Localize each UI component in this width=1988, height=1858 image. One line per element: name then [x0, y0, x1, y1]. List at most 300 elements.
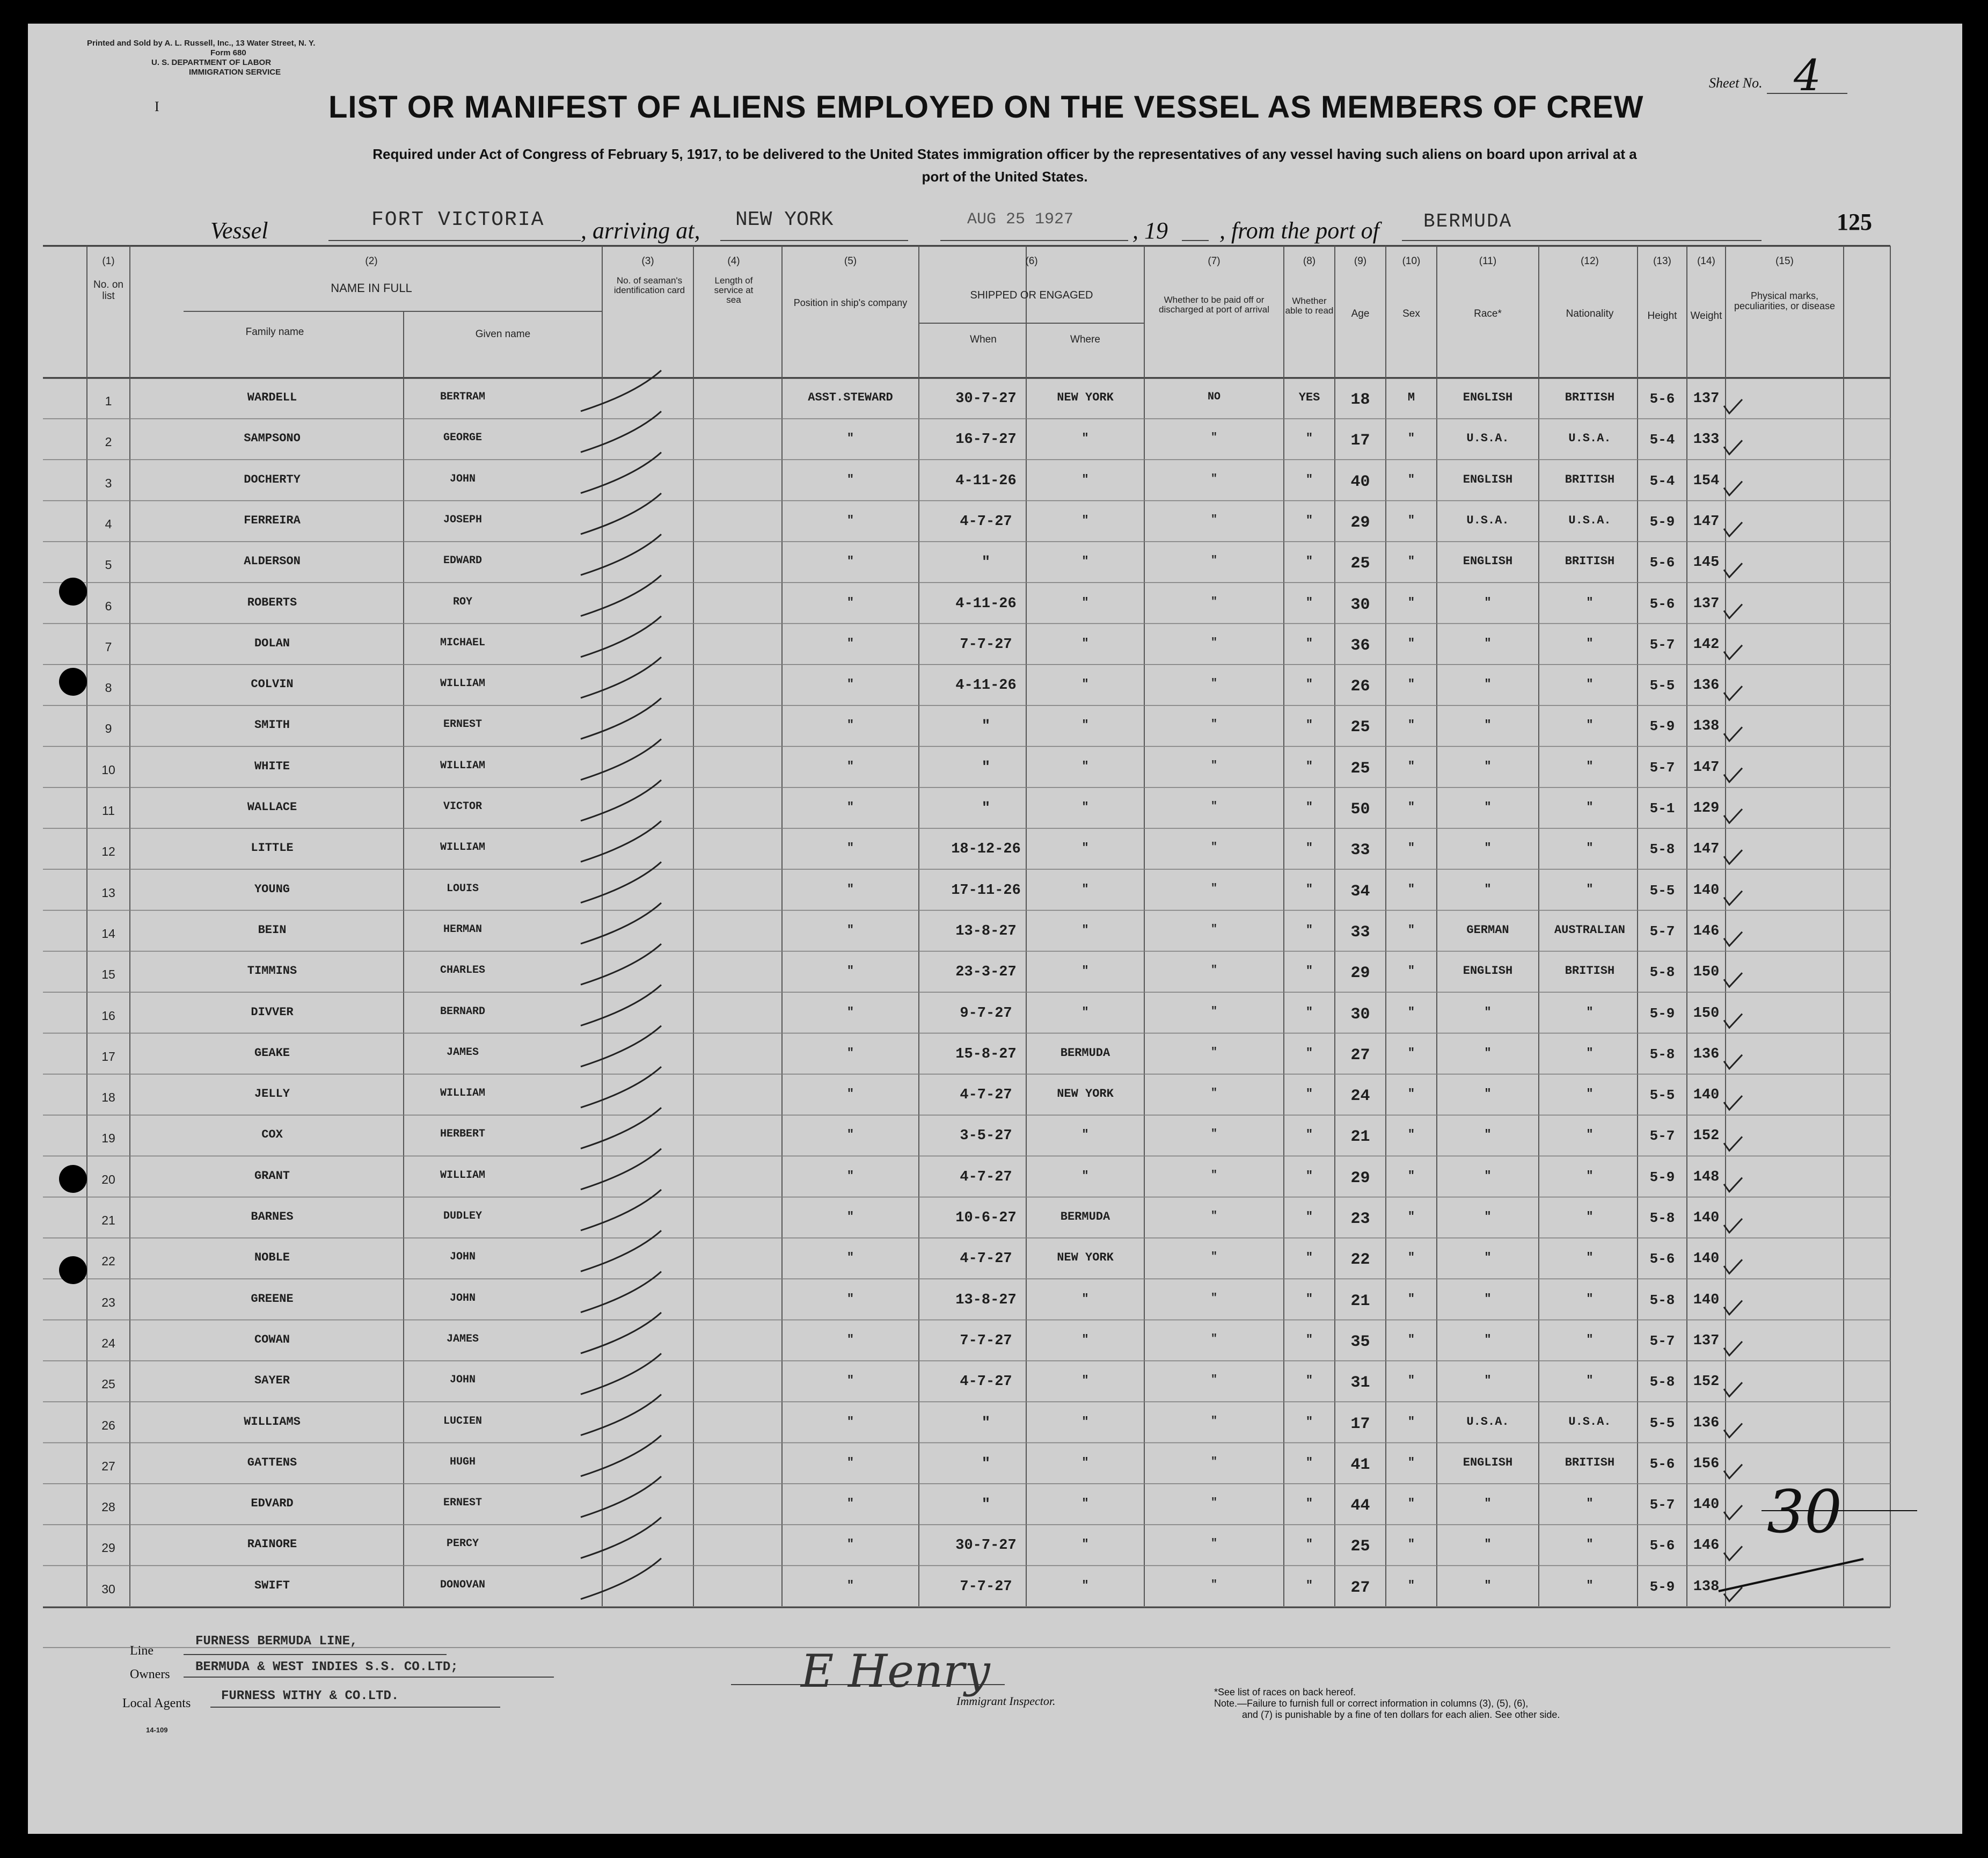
note-line-1: Note.—Failure to furnish full or correct information in columns (3), (5), (6), — [1214, 1698, 1529, 1709]
col-14-header: Weight — [1690, 310, 1722, 322]
cell-race: " — [1484, 1251, 1492, 1265]
cell-weight: 152 — [1693, 1374, 1720, 1390]
col-8-number: (8) — [1303, 256, 1316, 267]
cell-sex: " — [1407, 1210, 1415, 1223]
cell-read: " — [1305, 800, 1313, 814]
cell-family: DIVVER — [251, 1005, 294, 1019]
arriving-label: , arriving at, — [581, 217, 700, 244]
subtitle-line-1: Required under Act of Congress of February 5, 1917, to be delivered to the United States immigration officer by the representatives of any vessel having such aliens on board upon arrival at a — [372, 146, 1637, 162]
cell-read: " — [1305, 1292, 1313, 1306]
cell-where: " — [1081, 841, 1089, 855]
cell-where: NEW YORK — [1057, 1087, 1114, 1101]
cell-sex: " — [1407, 1128, 1415, 1142]
cell-where: " — [1081, 1455, 1089, 1469]
cell-age: 30 — [1350, 1005, 1370, 1024]
cell-paid: " — [1210, 1087, 1217, 1100]
punch-hole — [59, 1165, 87, 1193]
handwritten-check-mark — [581, 493, 661, 534]
cell-age: 34 — [1350, 882, 1370, 901]
cell-weight: 140 — [1693, 1087, 1720, 1104]
cell-given: JOHN — [449, 1374, 476, 1387]
cell-given: JAMES — [446, 1046, 479, 1059]
cell-read: " — [1305, 1578, 1313, 1592]
cell-weight: 138 — [1693, 1578, 1720, 1595]
handwritten-check-mark — [581, 370, 661, 411]
tick-mark — [1724, 1382, 1742, 1396]
cell-race: ENGLISH — [1463, 964, 1513, 978]
handwritten-check-mark — [581, 1272, 661, 1313]
handwritten-check-mark — [581, 1353, 661, 1394]
cell-where: BERMUDA — [1060, 1210, 1110, 1223]
cell-where: " — [1081, 1497, 1089, 1511]
cell-no: 19 — [101, 1131, 115, 1146]
cell-nat: " — [1586, 1046, 1594, 1060]
cell-race: " — [1484, 1578, 1492, 1592]
cell-family: ROBERTS — [247, 595, 297, 609]
origin-port: BERMUDA — [1423, 210, 1512, 232]
cell-position: " — [846, 1046, 854, 1060]
cell-read: " — [1305, 677, 1313, 691]
col-6-number: (6) — [1025, 256, 1038, 267]
cell-family: SWIFT — [254, 1578, 290, 1592]
cell-given: WILLIAM — [440, 677, 485, 690]
tick-mark — [1724, 645, 1742, 659]
cell-age: 35 — [1350, 1332, 1370, 1351]
col-6-when-header: When — [970, 334, 997, 345]
tick-mark — [1724, 1259, 1742, 1273]
cell-read: " — [1305, 759, 1313, 773]
cell-nat: U.S.A. — [1568, 513, 1611, 527]
cell-position: " — [846, 1169, 854, 1183]
cell-position: " — [846, 1455, 854, 1469]
handwritten-check-mark — [581, 411, 661, 452]
cell-height: 5-9 — [1649, 1578, 1675, 1595]
cell-no: 15 — [101, 967, 115, 982]
cell-height: 5-8 — [1649, 1210, 1675, 1226]
cell-race: GERMAN — [1466, 923, 1509, 937]
cell-when: " — [981, 718, 991, 735]
handwritten-mark: I — [155, 99, 159, 114]
cell-paid: " — [1210, 1538, 1217, 1550]
cell-race: " — [1484, 759, 1492, 773]
cell-race: " — [1484, 1046, 1492, 1060]
col-14-number: (14) — [1697, 256, 1715, 267]
cell-weight: 136 — [1693, 1046, 1720, 1062]
cell-paid: " — [1210, 1251, 1217, 1264]
tick-mark — [1724, 1219, 1742, 1233]
cell-sex: " — [1407, 1169, 1415, 1183]
cell-age: 25 — [1350, 1538, 1370, 1556]
cell-when: " — [981, 800, 991, 817]
cell-family: LITTLE — [251, 841, 294, 855]
cell-position: " — [846, 432, 854, 446]
cell-weight: 150 — [1693, 964, 1720, 981]
cell-age: 23 — [1350, 1210, 1370, 1228]
cell-sex: " — [1407, 1046, 1415, 1060]
cell-where: " — [1081, 555, 1089, 569]
cell-family: GRANT — [254, 1169, 290, 1183]
cell-when: 10-6-27 — [955, 1210, 1017, 1226]
cell-no: 3 — [105, 476, 112, 490]
cell-nat: " — [1586, 1332, 1594, 1346]
cell-read: " — [1305, 1005, 1313, 1019]
cell-where: " — [1081, 1578, 1089, 1592]
cell-no: 17 — [101, 1049, 115, 1063]
cell-sex: " — [1407, 1578, 1415, 1592]
cell-nat: " — [1586, 718, 1594, 732]
cell-no: 16 — [101, 1008, 115, 1023]
cell-weight: 140 — [1693, 1251, 1720, 1267]
cell-where: " — [1081, 1005, 1089, 1019]
cell-family: DOCHERTY — [244, 472, 301, 486]
cell-paid: " — [1210, 1046, 1217, 1059]
cell-when: " — [981, 1497, 991, 1513]
cell-family: YOUNG — [254, 882, 290, 896]
cell-no: 30 — [101, 1582, 115, 1596]
form-number: Form 680 — [210, 48, 246, 57]
cell-nat: U.S.A. — [1568, 1415, 1611, 1429]
cell-when: 30-7-27 — [955, 391, 1017, 407]
cell-position: " — [846, 964, 854, 978]
cell-family: WALLACE — [247, 800, 297, 814]
cell-position: " — [846, 1374, 854, 1388]
cell-age: 30 — [1350, 595, 1370, 614]
tick-mark — [1724, 727, 1742, 741]
col-13-number: (13) — [1653, 256, 1671, 267]
cell-when: 4-7-27 — [960, 1087, 1012, 1104]
cell-where: " — [1081, 964, 1089, 978]
cell-race: ENGLISH — [1463, 1455, 1513, 1469]
cell-given: DUDLEY — [443, 1210, 482, 1222]
cell-read: " — [1305, 882, 1313, 896]
cell-given: BERNARD — [440, 1005, 485, 1018]
cell-sex: " — [1407, 555, 1415, 569]
cell-when: 4-7-27 — [960, 1251, 1012, 1267]
cell-paid: " — [1210, 800, 1217, 813]
cell-age: 17 — [1350, 432, 1370, 450]
cell-height: 5-5 — [1649, 677, 1675, 694]
cell-given: WILLIAM — [440, 759, 485, 772]
year-prefix: , 19 — [1132, 217, 1168, 244]
cell-height: 5-9 — [1649, 513, 1675, 530]
cell-height: 5-7 — [1649, 1128, 1675, 1145]
cell-no: 10 — [101, 762, 115, 777]
punch-hole — [59, 668, 87, 696]
cell-read: " — [1305, 1128, 1313, 1142]
col-11-number: (11) — [1479, 256, 1497, 267]
cell-given: JOHN — [449, 472, 476, 485]
cell-where: " — [1081, 677, 1089, 691]
cell-weight: 140 — [1693, 1292, 1720, 1308]
col-10-header: Sex — [1402, 308, 1420, 319]
cell-race: " — [1484, 1210, 1492, 1223]
cell-position: " — [846, 595, 854, 609]
cell-nat: BRITISH — [1565, 555, 1615, 569]
handwritten-check-mark — [581, 739, 661, 780]
cell-where: " — [1081, 882, 1089, 896]
cell-height: 5-7 — [1649, 1332, 1675, 1349]
handwritten-check-mark — [581, 1313, 661, 1353]
cell-age: 18 — [1350, 391, 1370, 409]
cell-position: " — [846, 1251, 854, 1265]
cell-sex: " — [1407, 964, 1415, 978]
cell-height: 5-7 — [1649, 636, 1675, 653]
cell-when: 3-5-27 — [960, 1128, 1012, 1145]
cell-weight: 140 — [1693, 1497, 1720, 1513]
cell-read: " — [1305, 1210, 1313, 1223]
cell-sex: " — [1407, 513, 1415, 527]
cell-weight: 145 — [1693, 555, 1720, 571]
cell-family: COLVIN — [251, 677, 294, 691]
cell-race: " — [1484, 800, 1492, 814]
tick-mark — [1724, 522, 1742, 536]
document-subtitle — [167, 143, 1842, 188]
cell-given: ERNEST — [443, 1497, 482, 1510]
cell-sex: " — [1407, 636, 1415, 650]
cell-sex: " — [1407, 595, 1415, 609]
cell-race: " — [1484, 1497, 1492, 1511]
punch-hole — [59, 1256, 87, 1284]
col-3-header: No. of seaman's identification card — [613, 275, 685, 295]
cell-family: TIMMINS — [247, 964, 297, 978]
cell-nat: AUSTRALIAN — [1554, 923, 1626, 937]
handwritten-check-mark — [581, 1517, 661, 1558]
col-15-header: Physical marks, peculiarities, or disease — [1734, 290, 1836, 311]
cell-given: WILLIAM — [440, 1169, 485, 1182]
col-9-number: (9) — [1354, 256, 1367, 267]
cell-age: 25 — [1350, 555, 1370, 573]
cell-nat: BRITISH — [1565, 1455, 1615, 1469]
cell-paid: " — [1210, 555, 1217, 567]
cell-height: 5-4 — [1649, 432, 1675, 448]
cell-when: " — [981, 555, 991, 571]
cell-family: WARDELL — [247, 391, 297, 404]
cell-when: 7-7-27 — [960, 636, 1012, 653]
cell-read: " — [1305, 923, 1313, 937]
cell-nat: " — [1586, 800, 1594, 814]
cell-when: 4-7-27 — [960, 513, 1012, 530]
cell-sex: " — [1407, 882, 1415, 896]
cell-position: " — [846, 1087, 854, 1101]
cell-race: ENGLISH — [1463, 555, 1513, 569]
handwritten-check-mark — [581, 1067, 661, 1107]
cell-read: " — [1305, 432, 1313, 446]
cell-where: " — [1081, 1128, 1089, 1142]
cell-nat: " — [1586, 882, 1594, 896]
cell-where: " — [1081, 923, 1089, 937]
tick-mark — [1724, 1055, 1742, 1069]
cell-when: 30-7-27 — [955, 1538, 1017, 1554]
cell-age: 17 — [1350, 1415, 1370, 1433]
col-1-number: (1) — [102, 256, 115, 267]
cell-position: " — [846, 1578, 854, 1592]
cell-when: 7-7-27 — [960, 1332, 1012, 1349]
handwritten-check-mark — [581, 575, 661, 616]
cell-family: JELLY — [254, 1087, 290, 1101]
cell-weight: 136 — [1693, 1415, 1720, 1431]
cell-given: JOHN — [449, 1292, 476, 1305]
cell-weight: 156 — [1693, 1455, 1720, 1472]
cell-age: 29 — [1350, 964, 1370, 983]
from-port-label: , from the port of — [1219, 217, 1379, 244]
cell-given: MICHAEL — [440, 636, 485, 649]
cell-weight: 148 — [1693, 1169, 1720, 1185]
cell-nat: " — [1586, 1497, 1594, 1511]
note-line-2: and (7) is punishable by a fine of ten dollars for each alien. See other side. — [1242, 1709, 1560, 1720]
local-agents-label: Local Agents — [122, 1696, 191, 1710]
cell-no: 8 — [105, 681, 112, 695]
cell-given: LOUIS — [446, 882, 479, 895]
cell-read: YES — [1298, 391, 1320, 404]
cell-race: U.S.A. — [1466, 1415, 1509, 1429]
cell-where: " — [1081, 1292, 1089, 1306]
cell-height: 5-6 — [1649, 391, 1675, 407]
cell-height: 5-4 — [1649, 472, 1675, 489]
cell-age: 21 — [1350, 1128, 1370, 1147]
cell-read: " — [1305, 595, 1313, 609]
cell-paid: " — [1210, 1128, 1217, 1141]
cell-when: 4-11-26 — [955, 677, 1017, 694]
owners-label: Owners — [130, 1667, 170, 1681]
cell-nat: BRITISH — [1565, 391, 1615, 404]
cell-given: JOSEPH — [443, 513, 482, 526]
col-2-family-header: Family name — [245, 326, 304, 338]
cell-family: GATTENS — [247, 1455, 297, 1469]
cell-position: ASST.STEWARD — [808, 391, 893, 404]
tick-mark — [1724, 482, 1742, 496]
cell-nat: " — [1586, 1087, 1594, 1101]
cell-no: 13 — [101, 885, 115, 900]
tick-mark — [1724, 1464, 1742, 1478]
cell-position: " — [846, 1210, 854, 1223]
cell-given: VICTOR — [443, 800, 482, 813]
cell-paid: " — [1210, 718, 1217, 731]
sheet-number: 4 — [1794, 50, 1821, 100]
cell-age: 29 — [1350, 1169, 1370, 1187]
col-13-header: Height — [1647, 310, 1677, 322]
col-3-number: (3) — [641, 256, 654, 267]
cell-nat: " — [1586, 636, 1594, 650]
cell-paid: " — [1210, 841, 1217, 854]
cell-read: " — [1305, 1538, 1313, 1551]
cell-no: 24 — [101, 1336, 115, 1350]
cell-no: 20 — [101, 1172, 115, 1186]
cell-no: 29 — [101, 1541, 115, 1555]
handwritten-check-mark — [581, 1026, 661, 1067]
cell-no: 11 — [102, 804, 115, 818]
cell-given: LUCIEN — [443, 1415, 482, 1427]
cell-no: 25 — [101, 1377, 115, 1391]
cell-race: " — [1484, 718, 1492, 732]
subtitle-line-2: port of the United States. — [922, 169, 1088, 185]
cell-no: 6 — [105, 599, 112, 613]
vessel-name: FORT VICTORIA — [371, 208, 545, 231]
col-10-number: (10) — [1402, 256, 1421, 267]
cell-sex: " — [1407, 1455, 1415, 1469]
cell-sex: " — [1407, 800, 1415, 814]
tick-mark — [1724, 973, 1742, 987]
cell-race: " — [1484, 1332, 1492, 1346]
cell-weight: 137 — [1693, 595, 1720, 612]
cell-when: 4-11-26 — [955, 595, 1017, 612]
cell-given: HUGH — [449, 1455, 476, 1468]
tick-mark — [1724, 1014, 1742, 1028]
tick-mark — [1724, 399, 1742, 413]
cell-position: " — [846, 1005, 854, 1019]
cell-no: 18 — [101, 1090, 115, 1105]
cell-position: " — [846, 677, 854, 691]
date-stamp: AUG 25 1927 — [967, 210, 1074, 229]
cell-sex: " — [1407, 759, 1415, 773]
cell-weight: 146 — [1693, 923, 1720, 939]
cell-position: " — [846, 841, 854, 855]
cell-sex: " — [1407, 1415, 1415, 1429]
cell-family: WILLIAMS — [244, 1415, 301, 1429]
cell-read: " — [1305, 555, 1313, 569]
cell-nat: " — [1586, 1169, 1594, 1183]
tick-mark — [1724, 1424, 1742, 1438]
line-label: Line — [130, 1644, 154, 1658]
cell-race: ENGLISH — [1463, 472, 1513, 486]
cell-height: 5-1 — [1649, 800, 1675, 817]
cell-when: 4-7-27 — [960, 1169, 1012, 1185]
col-6-header: SHIPPED OR ENGAGED — [970, 289, 1093, 301]
cell-read: " — [1305, 1251, 1313, 1265]
cell-no: 1 — [105, 394, 112, 408]
cell-when: 13-8-27 — [955, 1292, 1017, 1308]
cell-no: 21 — [101, 1213, 115, 1227]
cell-height: 5-9 — [1649, 718, 1675, 735]
cell-nat: " — [1586, 1128, 1594, 1142]
cell-position: " — [846, 555, 854, 569]
cell-given: PERCY — [446, 1538, 479, 1550]
tick-mark — [1724, 563, 1742, 577]
cell-weight: 137 — [1693, 391, 1720, 407]
cell-family: NOBLE — [254, 1251, 290, 1265]
cell-sex: " — [1407, 923, 1415, 937]
cell-family: EDVARD — [251, 1497, 294, 1511]
cell-sex: " — [1407, 1292, 1415, 1306]
cell-age: 44 — [1350, 1497, 1370, 1515]
cell-paid: " — [1210, 1210, 1217, 1222]
tick-mark — [1724, 440, 1742, 454]
cell-read: " — [1305, 1169, 1313, 1183]
cell-race: U.S.A. — [1466, 432, 1509, 446]
cell-given: BERTRAM — [440, 391, 485, 403]
cell-sex: " — [1407, 432, 1415, 446]
cell-given: CHARLES — [440, 964, 485, 977]
cell-race: " — [1484, 1538, 1492, 1551]
tick-mark — [1724, 1342, 1742, 1356]
cell-age: 24 — [1350, 1087, 1370, 1106]
cell-height: 5-5 — [1649, 1087, 1675, 1104]
cell-race: " — [1484, 595, 1492, 609]
cell-where: " — [1081, 595, 1089, 609]
cell-no: 27 — [101, 1459, 115, 1473]
tick-mark — [1724, 809, 1742, 823]
handwritten-check-mark — [581, 780, 661, 821]
cell-sex: " — [1407, 1005, 1415, 1019]
col-5-header: Position in ship's company — [793, 297, 908, 308]
cell-race: U.S.A. — [1466, 513, 1509, 527]
cell-no: 22 — [101, 1254, 115, 1269]
cell-race: " — [1484, 636, 1492, 650]
cell-nat: " — [1586, 1251, 1594, 1265]
tick-mark — [1724, 604, 1742, 618]
cell-when: 17-11-26 — [951, 882, 1021, 899]
cell-given: WILLIAM — [440, 841, 485, 854]
cell-weight: 154 — [1693, 472, 1720, 489]
